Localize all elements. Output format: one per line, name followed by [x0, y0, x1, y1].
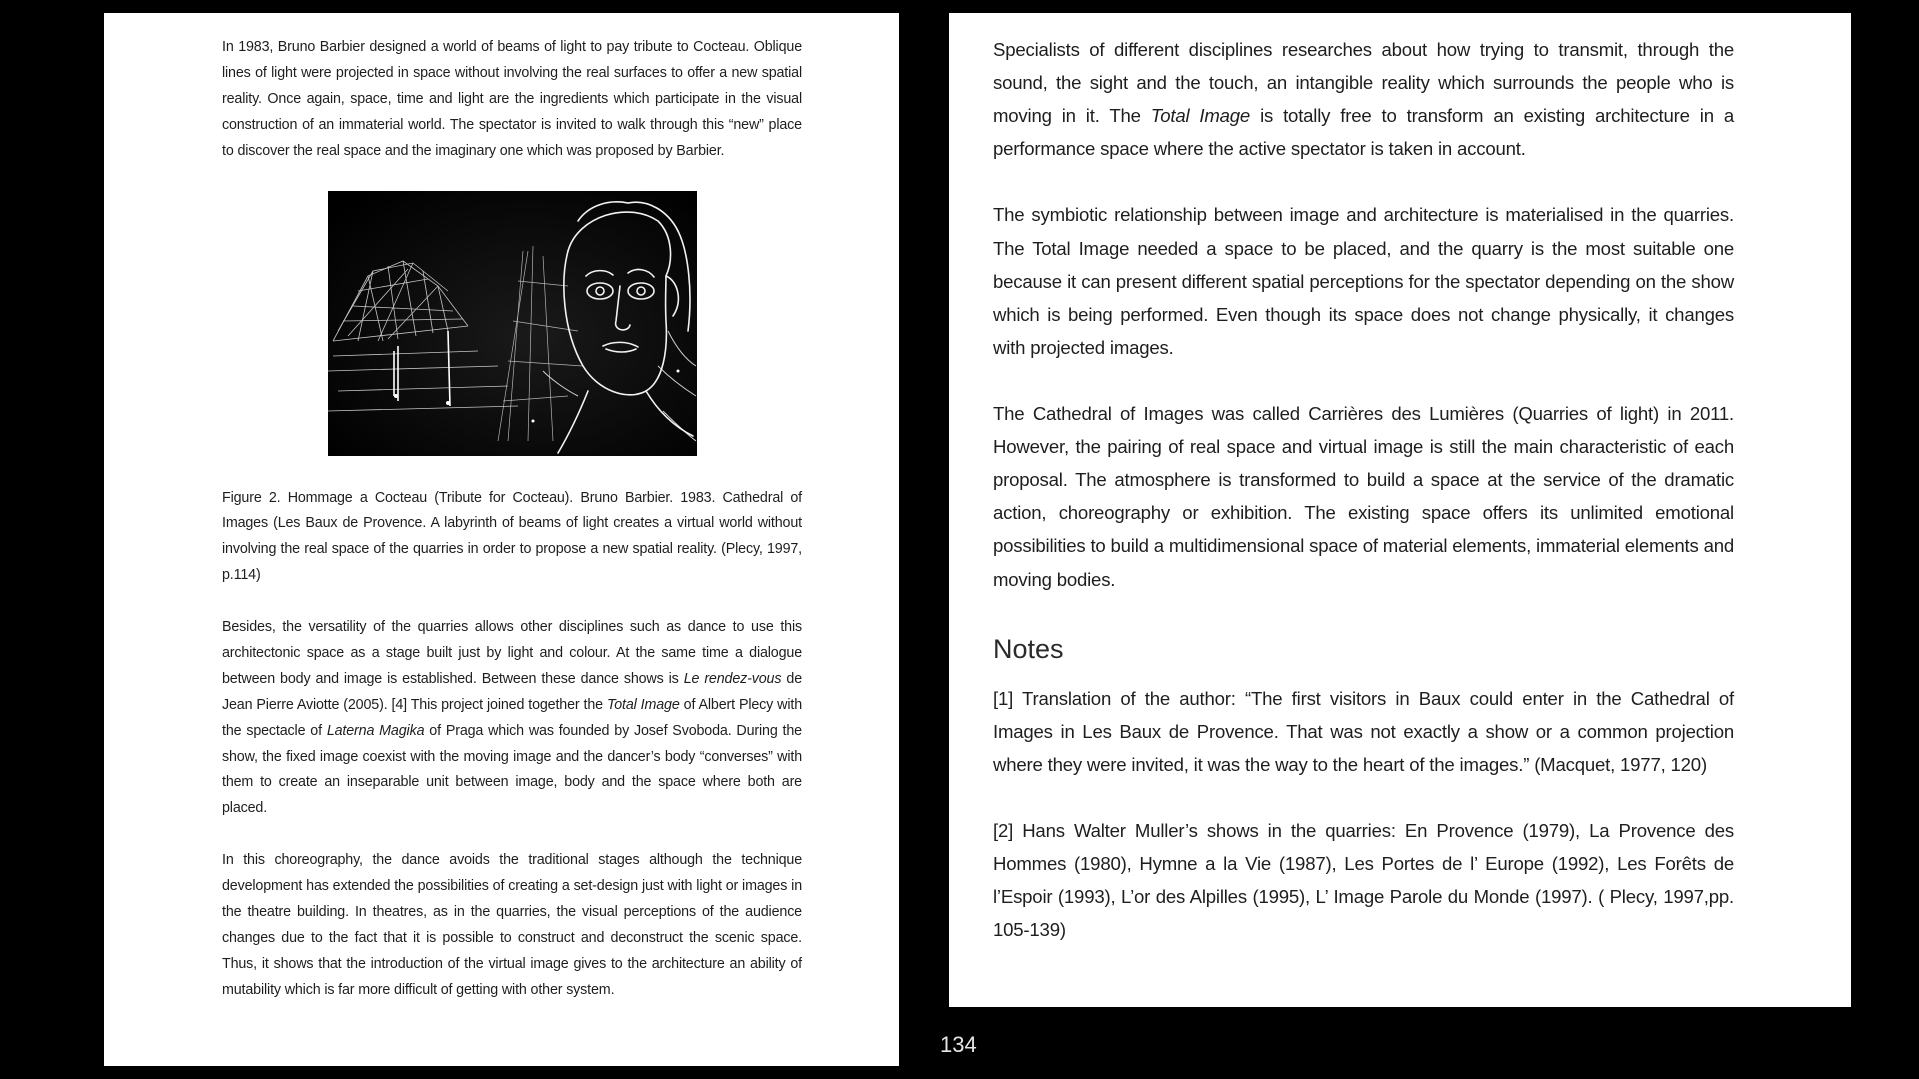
- left-paragraph-2-text-2: de Jean Pierre Aviotte (2005). [4] This project joined together the: [222, 670, 802, 713]
- figure-caption: Figure 2. Hommage a Cocteau (Tribute for Cocteau). Bruno Barbier. 1983. Cathedral of Images (Les Baux de Provence. A labyrinth of beams of light creates a virtual world without involving the real space of the quarries in order to propose a new spatial reality. (Plecy, 1997, p.114): [222, 489, 802, 584]
- right-page: [949, 13, 1851, 1007]
- left-paragraph-2-italic-2: Total Image: [606, 696, 680, 713]
- left-page: [104, 13, 899, 1066]
- left-paragraph-1: In 1983, Bruno Barbier designed a world of beams of light to pay tribute to Cocteau. Oblique lines of light were projected in space without involving the real surfaces to offer a new spatial reality. Once again, space, time and light are the ingredients which participate in the visual construction of an immaterial world. The spectator is invited to walk through this “new” place to discover the real space and the imaginary one which was proposed by Barbier.: [222, 39, 802, 159]
- left-paragraph-2: [222, 615, 802, 822]
- left-paragraph-2-italic-1: Le rendez-vous: [683, 670, 782, 687]
- right-paragraph-2: The symbiotic relationship between image and architecture is materialised in the quarries. The Total Image needed a space to be placed, and the quarry is the most suitable one because it can present different spatial perceptions for the spectator depending on the show which is being performed. Even though its space does not change physically, it changes with projected images.: [993, 204, 1734, 358]
- left-paragraph-3: In this choreography, the dance avoids the traditional stages although the technique development has extended the possibilities of creating a set-design just with light or images in the theatre building. In theatres, as in the quarries, the visual perceptions of the audience changes due to the fact that it is possible to construct and deconstruct the scenic space. Thus, it shows that the introduction of the virtual image gives to the architecture an ability of mutability which is far more difficult of getting with other system.: [222, 852, 802, 998]
- page-number: 134: [940, 1032, 977, 1057]
- left-paragraph-2-text-1: Besides, the versatility of the quarries allows other disciplines such as dance to use this architectonic space as a stage built just by light and colour. At the same time a dialogue between body and image is established. Between these dance shows is: [222, 619, 802, 687]
- right-paragraph-1: [993, 33, 1734, 165]
- right-paragraph-1-italic-1: Total Image: [1150, 105, 1251, 127]
- left-paragraph-2-text-4: of Praga which was founded by Josef Svoboda. During the show, the fixed image coexist with the moving image and the dancer’s body “converses” with them to create an inseparable unit between image, body and the space where both are placed.: [222, 722, 802, 817]
- note-1: [1] Translation of the author: “The first visitors in Baux could enter in the Cathedral of Images in Les Baux de Provence. That was not exactly a show or a common projection where they were invited, it was the way to the heart of the images.” (Macquet, 1977, 120): [993, 687, 1734, 775]
- light-drawing-image: [328, 191, 697, 456]
- notes-heading: Notes: [993, 633, 1064, 664]
- note-2: [2] Hans Walter Muller’s shows in the quarries: En Provence (1979), La Provence des Hommes (1980), Hymne a la Vie (1987), Les Portes de l’ Europe (1992), Les Forêts de l’Espoir (1993), L’or des Alpilles (1995), L’ Image Parole du Monde (1997). ( Plecy, 1997,pp. 105-139): [993, 820, 1734, 941]
- right-paragraph-1-text-2: is totally free to transform an existing architecture in a performance space where the active spectator is taken in account.: [993, 105, 1734, 160]
- left-paragraph-2-text-3: of Albert Plecy with the spectacle of: [222, 696, 803, 739]
- left-paragraph-2-italic-3: Laterna Magika: [326, 722, 425, 739]
- right-paragraph-1-text-1: Specialists of different disciplines researches about how trying to transmit, through the sound, the sight and the touch, an intangible reality which surrounds the people who is moving in it. The: [993, 39, 1734, 127]
- right-paragraph-3: The Cathedral of Images was called Carrières des Lumières (Quarries of light) in 2011. However, the pairing of real space and virtual image is still the main characteristic of each proposal. The atmosphere is transformed to build a space at the service of the dramatic action, choreography or exhibition. The existing space offers its unlimited emotional possibilities to build a multidimensional space of material elements, immaterial elements and moving bodies.: [993, 403, 1735, 590]
- figure-hommage-a-cocteau: [328, 191, 697, 456]
